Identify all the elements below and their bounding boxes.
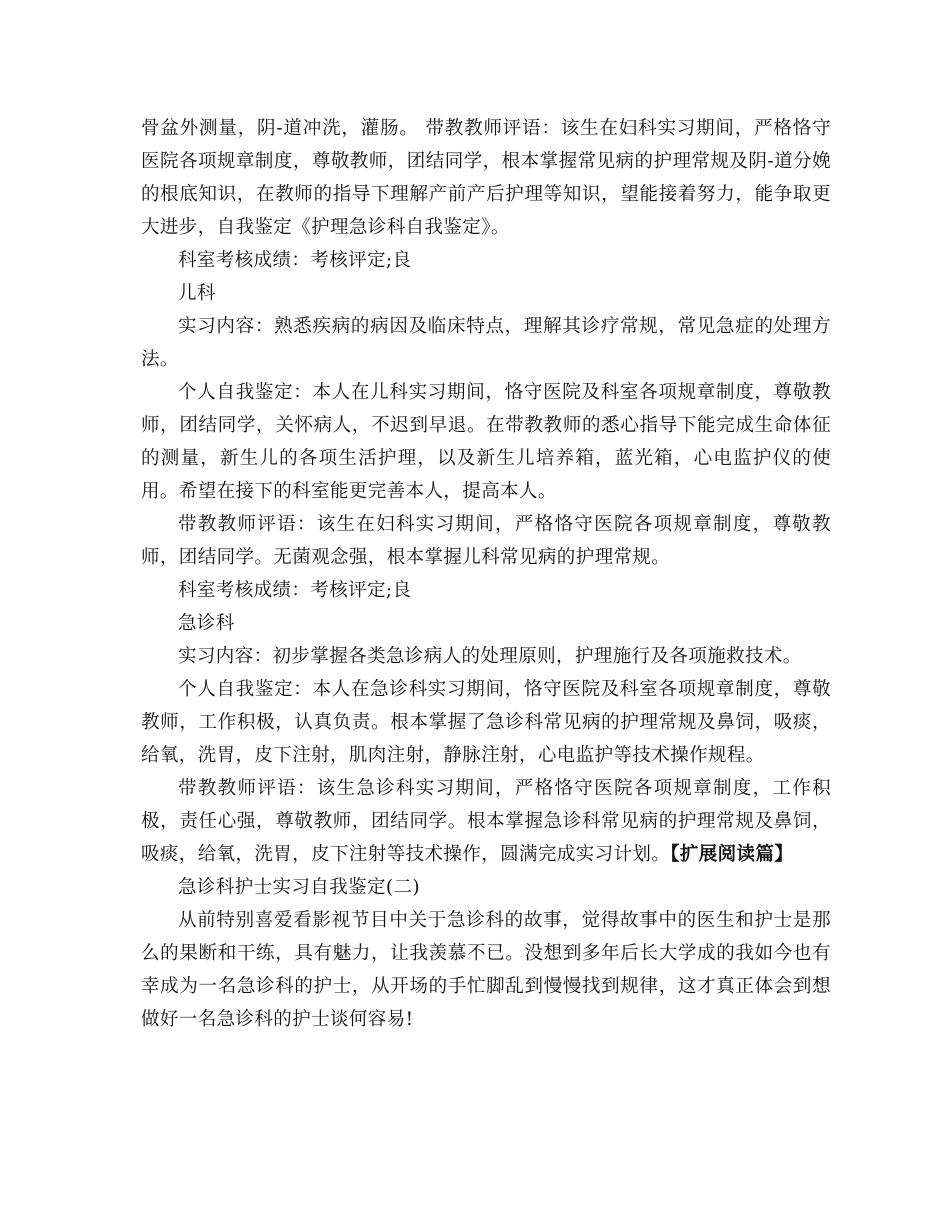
paragraph-emergency-content: 实习内容：初步掌握各类急诊病人的处理原则，护理施行及各项施救技术。	[178, 646, 802, 667]
paragraph-gynecology-score: 科室考核成绩：考核评定;良	[178, 250, 412, 271]
section-heading-emergency: 急诊科	[178, 613, 235, 634]
paragraph-gynecology-comment: 骨盆外测量，阴-道冲洗，灌肠。 带教教师评语：该生在妇科实习期间，严格恪守医院各项规章制度，尊敬教师，团结同学，根本掌握常见病的护理常规及阴-道分娩的根底知识，在教师的指导下理解产前产后护理等知识，望能接着努力，能争取更大进步，自我鉴定《护理急诊科自我鉴定》。	[141, 118, 831, 238]
paragraph-emergency-teacher-comment	[141, 772, 831, 871]
paragraph-pediatrics-content: 实习内容：熟悉疾病的病因及临床特点，理解其诊疗常规，常见急症的处理方法。	[141, 316, 831, 370]
section-heading-part-two: 急诊科护士实习自我鉴定(二)	[178, 877, 421, 898]
teacher-comment-text: 带教教师评语：该生急诊科实习期间，严格恪守医院各项规章制度，工作积极，责任心强，尊敬教师，团结同学。根本掌握急诊科常见病的护理常规及鼻饲，吸痰，给氧，洗胃，皮下注射等技术操作，圆满完成实习计划。	[141, 778, 831, 865]
paragraph-emergency-self-assessment: 个人自我鉴定：本人在急诊科实习期间，恪守医院及科室各项规章制度，尊敬教师，工作积极，认真负责。根本掌握了急诊科常见病的护理常规及鼻饲，吸痰，给氧，洗胃，皮下注射，肌肉注射，静脉注射，心电监护等技术操作规程。	[141, 679, 831, 766]
document-body	[141, 112, 831, 1036]
paragraph-pediatrics-teacher-comment: 带教教师评语：该生在妇科实习期间，严格恪守医院各项规章制度，尊敬教师，团结同学。无菌观念强，根本掌握儿科常见病的护理常规。	[141, 514, 831, 568]
paragraph-part-two-intro: 从前特别喜爱看影视节目中关于急诊科的故事，觉得故事中的医生和护士是那么的果断和干练，具有魅力，让我羡慕不已。没想到多年后长大学成的我如今也有幸成为一名急诊科的护士，从开场的手忙脚乱到慢慢找到规律，这才真正体会到想做好一名急诊科的护士谈何容易!	[141, 910, 831, 1030]
extended-reading-label: 【扩展阅读篇】	[670, 844, 794, 865]
paragraph-pediatrics-self-assessment: 个人自我鉴定：本人在儿科实习期间，恪守医院及科室各项规章制度，尊敬教师，团结同学，关怀病人，不迟到早退。在带教教师的悉心指导下能完成生命体征的测量，新生儿的各项生活护理，以及新生儿培养箱，蓝光箱，心电监护仪的使用。希望在接下的科室能更完善本人，提高本人。	[141, 382, 831, 502]
section-heading-pediatrics: 儿科	[178, 283, 216, 304]
paragraph-pediatrics-score: 科室考核成绩：考核评定;良	[178, 580, 412, 601]
